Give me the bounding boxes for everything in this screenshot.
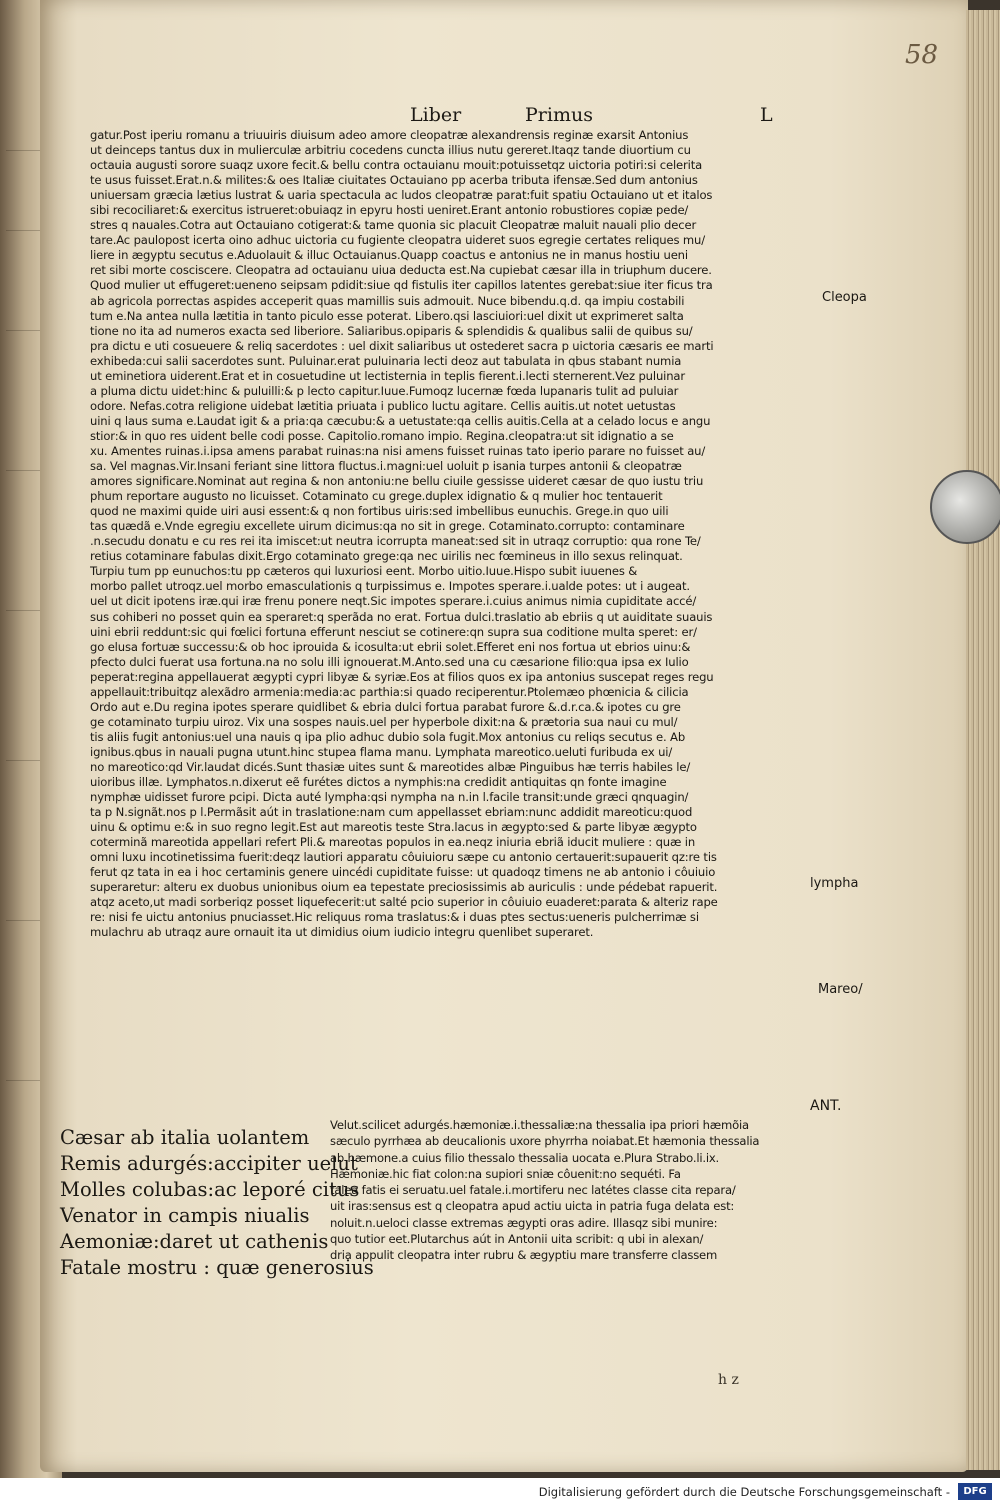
folio-number: 58: [905, 40, 939, 70]
commentary-line: retius cotaminare fabulas dixit.Ergo cotaminato grege:qa nec uirilis nec fœmineus in illo sexus relinquat.: [90, 549, 683, 564]
commentary-line: uioribus illæ. Lymphatos.n.dixerut eẽ furétes dictos a nymphis:na credidit antiquitas qn fonte imagine: [90, 775, 667, 790]
commentary-line: morbo pallet utroqz.uel morbo emasculationis q turpissimus e. Impotes sperare.i.ualde potes: ut i augeat.: [90, 579, 690, 594]
lower-commentary-line: dria appulit cleopatra inter rubru & ægyptiu mare transferre classem: [330, 1248, 718, 1263]
commentary-line: quod ne maximi quide uiri ausi essent:& q non fortibus uiris:sed imbellibus eunuchis. Grege.in quo uili: [90, 504, 669, 519]
commentary-line: tis aliis fugit antonius:uel una nauis q ipa plio adhuc dubio sola fugit.Mox antonius cu reliqs secutus e. Ab: [90, 729, 686, 744]
lower-commentary-line: sæculo pyrrhæa ab deucalionis uxore phyrrha noiabat.Et hæmonia thessalia: [330, 1134, 760, 1149]
ode-line: Venator in campis niualis: [60, 1204, 310, 1227]
ode-text: [60, 1125, 374, 1281]
ode-line: Remis adurgés:accipiter uelut: [60, 1152, 358, 1175]
ode-line: Aemoniæ:daret ut cathenis: [60, 1230, 329, 1253]
lower-commentary-line: noluit.n.ueloci classe extremas ægypti oras adire. Illasqz sibi munire:: [330, 1215, 718, 1230]
margin-note-cleopa: Cleopa: [822, 290, 867, 305]
page-clip: [930, 470, 1000, 544]
commentary-line: uniuersam græcia lætius lustrat & uaria spectacula ac ludos cleopatræ parat:fuit spatiu Octauiano ut et italos: [90, 188, 713, 203]
header-primus: Primus: [525, 104, 593, 126]
commentary-line: octauia augusti sorore suaqz uxore fecit.& bellu contra octauianu mouit:potuissetqz uictoria potiri:si celerita: [90, 158, 703, 173]
commentary-line: pfecto dulci fuerat usa fortuna.na no solu illi ignouerat.M.Anto.sed una cu cæsarione filio:qua ipsa ex Iulio: [90, 654, 689, 669]
ode-line: Molles colubas:ac leporé citus: [60, 1178, 360, 1201]
commentary-line: tare.Ac paulopost icerta oino adhuc uictoria cu fugiente cleopatra uideret suos egregie certates reliques mu/: [90, 233, 705, 248]
commentary-line: tum e.Na antea nulla lætitia in tanto piculo esse poterat. Libero.qsi lasciuiori:uel dixit ut exprimeret salta: [90, 308, 684, 323]
commentary-line: ut eminetiora uiderent.Erat et in cosuetudine ut lectisternia in teplis fierent.i.lecti sternerent.Vez puluinar: [90, 368, 685, 383]
commentary-line: appellauit:tribuitqz alexãdro armenia:media:ac parthia:si quado reciperentur.Ptolemæo phœnicia & cilicia: [90, 684, 689, 699]
commentary-line: tas quædã e.Vnde egregiu excellete uirum dicimus:qa no sit in grege. Cotaminato.corrupto: contaminare: [90, 519, 685, 534]
commentary-line: nymphæ uidisset furore pcipi. Dicta auté lympha:qsi nympha na n.in l.facile transit:unde græci qnquagin/: [90, 790, 689, 805]
commentary-line: stres q nauales.Cotra aut Octauiano cotigerat:& tame quonia sic placuit Cleopatræ maluit nauali plio decer: [90, 218, 697, 233]
commentary-line: gatur.Post iperiu romanu a triuuiris diuisum adeo amore cleopatræ alexandrensis reginæ exarsit Antonius: [90, 128, 689, 142]
commentary-line: sus cohiberi no posset quin ea speraret:q sperãda no erat. Fortua dulci.traslatio ab ebriis q ut auiditate suauis: [90, 609, 713, 624]
header-liber: Liber: [410, 104, 462, 126]
commentary-line: te usus fuisset.Erat.n.& milites:& oes Italiæ ciuitates Octauiano pp acerba tributa ifensæ.Sed dum antonius: [90, 173, 698, 188]
commentary-line: mulachru ab utraqz aure ornauit ita ut dimidius oium iudicio integru quenlibet superaret.: [90, 925, 594, 940]
commentary-line: phum reportare augusto no licuisset. Cotaminato cu grege.duplex idignatio & q mulier hoc tentauerit: [90, 489, 663, 504]
commentary-line: sibi recociliaret:& exercitus istrueret:obuiaqz in epyru hosti ueniret.Erant antonio robustiores copiæ pede/: [90, 203, 689, 218]
commentary-line: atqz aceto,ut madi sorberiqz posset liquefecerit:ut salté pcio superior in côuiuio euaderet:parata & alteriz rape: [90, 895, 718, 910]
lower-commentary-line: Velut.scilicet adurgés.hæmoniæ.i.thessaliæ:na thessalia ipa priori hæmõia: [330, 1118, 749, 1132]
lower-commentary-line: ab hæmone.a cuius filio thessalo thessalia uocata e.Plura Strabo.li.ix.: [330, 1150, 720, 1165]
commentary-line: ferut qz tata in ea i hoc certaminis genere uincédi cupiditate fuisse: ut quadoqz timens ne ab antonio i côuiuio: [90, 865, 716, 880]
commentary-line: peperat:regina appellauerat ægypti cypri libyæ & syriæ.Eos at filios quos ex ipa antonius suscepat reges regu: [90, 669, 714, 684]
commentary-line: ret sibi morte cosciscere. Cleopatra ad octauianu uiua deducta est.Na cupiebat cæsar illa in triuphum ducere.: [90, 263, 712, 278]
commentary-line: ta p N.signãt.nos p l.Permãsit aút in traslatione:nam cum appellasset ebriam:nunc addidit mareoticu:quod: [90, 805, 693, 820]
lower-commentary-line: Hæmoniæ.hic fiat colon:na supiori sniæ côuenit:no sequéti. Fa: [330, 1166, 681, 1181]
commentary-line: pra dictu e uti cosueuere & reliq sacerdotes : uel dixit saliaribus ut ostederet sacra p uictoria cæsaris ee marti: [90, 338, 714, 353]
running-header: [410, 104, 773, 130]
commentary-line: superaretur: alteru ex duobus unionibus oium ea tepestate preciosissimis ab auriculis : unde pédebat rapuerit.: [90, 880, 718, 895]
margin-note-mareo: Mareo/: [818, 982, 863, 997]
header-numeral: L: [760, 104, 773, 126]
commentary-line: ab agricola porrectas aspides acceperit quas mamillis suis admouit. Nuce bibendu.q.d. qa impiu costabili: [90, 293, 685, 308]
footer-credit: Digitalisierung gefördert durch die Deutsche Forschungsgemeinschaft -: [538, 1485, 950, 1499]
signature-mark: h z: [718, 1372, 739, 1388]
commentary-line: odore. Nefas.cotra religione uidebat lætitia priuata i publico luctu agitare. Cellis auitis.ut notet uetustas: [90, 398, 676, 413]
commentary-line: ignibus.qbus in nauali pugna utunt.hinc stupea flama manu. Lymphata mareotico.ueluti furibuda ex ui/: [90, 744, 673, 759]
commentary-line: omni luxu incotinetissima fuerit:deqz lautiori apparatu côuiuioru sæpe cu antonio certauerit:supauerit qz:re tis: [90, 850, 717, 865]
page-stack-edges: [966, 10, 1000, 1470]
commentary-line: sa. Vel magnas.Vir.Insani feriant sine littora fluctus.i.magni:uel uoluit p isania turpes antonii & cleopatræ: [90, 459, 682, 474]
commentary-line: uinu & optimu e:& in suo regno legit.Est aut mareotis teste Stra.lacus in ægypto:sed & parte libyæ ægypto: [90, 820, 697, 835]
commentary-line: stior:& in quo res uident belle codi posse. Capitolio.romano impio. Regina.cleopatra:ut sit idignatio a se: [90, 428, 674, 443]
commentary-line: Quod mulier ut effugeret:ueneno seipsam pdidit:siue qd fistulis iter capillos latentes gerebat:siue iter ficus tra: [90, 278, 713, 293]
margin-note-ant: ANT.: [810, 1098, 842, 1114]
digitization-footer: [0, 1478, 1000, 1506]
commentary-line: exhibeda:cui salii sacerdotes sunt. Puluinar.erat puluinaria lecti deoz aut tabulata in qbus stabant numia: [90, 353, 682, 368]
commentary-line: uel ut dicit ipotens iræ.qui iræ frenu ponere neqt.Sic impotes sperare.i.cuius animus nimia cupiditate accé/: [90, 594, 697, 609]
commentary-line: .n.secudu donatu e cu res rei ita imiscet:ut neutra icorrupta maneat:sed sit in utraqz corruptio: qua rone Te/: [90, 534, 701, 549]
commentary-line: ut deinceps tantus dux in mulierculæ arbitriu cocedens cuncta illius nutu gereret.Itaqz tande diuortium cu: [90, 143, 691, 158]
commentary-line: coterminã mareotida appellari refert Pli.& mareotas populos in ea.neqz iniuria ebriã iducit muliere : quæ in: [90, 835, 696, 850]
commentary-line: tione no ita ad numeros exacta sed liberiore. Saliaribus.opiparis & splendidis & qualibus salii de quibus su/: [90, 323, 693, 338]
commentary-block: [90, 128, 825, 941]
commentary-line: no mareotico:qd Vir.laudat dicés.Sunt thasiæ uites sunt & mareotides albæ Pinguibus hæ terris habiles le/: [90, 759, 691, 774]
commentary-line: uini q laus suma e.Laudat igit & a pria:qa cæcubu:& a uetustate:qa cellis auitis.Cella at a celado locus e angu: [90, 413, 711, 428]
ode-line: Cæsar ab italia uolantem: [60, 1126, 310, 1149]
lower-commentary-block: [330, 1117, 822, 1264]
commentary-line: go elusa fortuæ successu:& ob hoc iprouida & icosulta:ut ebrii solet.Efferet eni nos fortua ut ebrios uinu:&: [90, 639, 691, 654]
commentary-line: re: nisi fe uictu antonius pnuciasset.Hic reliquus roma traslatus:& i duas ptes sectus:ueneris pulcherrimæ si: [90, 910, 699, 925]
commentary-line: Ordo aut e.Du regina ipotes sperare quidlibet & ebria dulci fortua parabat furore &.d.r.ca.& ipotes cu gre: [90, 699, 681, 714]
commentary-line: ge cotaminato turpiu uiroz. Vix una sospes nauis.uel per hyperbole dixit:na & prætoria sua naui cu mul/: [90, 714, 678, 729]
commentary-line: uini ebrii reddunt:sic qui fœlici fortuna efferunt nesciut se cotinere:qn supra sua coditione multa speret: er/: [90, 624, 697, 639]
margin-note-lympha: lympha: [810, 876, 859, 891]
ode-line: Fatale mostru : quæ generosius: [60, 1256, 374, 1279]
commentary-line: liere in ægyptu secutus e.Aduolauit & illuc Octauianus.Quapp coactus e antonius ne in manus hostiu ueni: [90, 248, 688, 263]
lower-commentary-line: quo tutior eet.Plutarchus aút in Antonii uita scribit: q ubi in alexan/: [330, 1232, 704, 1247]
commentary-line: Turpiu tum pp eunuchos:tu pp cæteros qui luxuriosi eent. Morbo uitio.Iuue.Hispo subit iuuenes &: [90, 564, 638, 579]
commentary-line: a pluma dictu uidet:hinc & puluilli:& p lecto capitur.Iuue.Fumoqz lucernæ fœda lupanaris tulit ad puluiar: [90, 383, 679, 398]
dfg-logo: DFG: [958, 1483, 992, 1500]
lower-commentary-line: uit iras:sensus est q cleopatra apud actiu uicta in patria fuga delata est:: [330, 1199, 735, 1214]
lower-commentary-line: talea fatis ei seruatu.uel fatale.i.mortiferu nec latétes classe cita repara/: [330, 1183, 736, 1198]
commentary-line: xu. Amentes ruinas.i.ipsa amens parabat ruinas:na nisi amens fuisset ruinas tato iperio parare no fuisset au/: [90, 443, 706, 458]
commentary-line: amores significare.Nominat aut regina & non antoniu:ne bellu ciuile gessisse uideret cæsar de quo iustu triu: [90, 474, 704, 489]
